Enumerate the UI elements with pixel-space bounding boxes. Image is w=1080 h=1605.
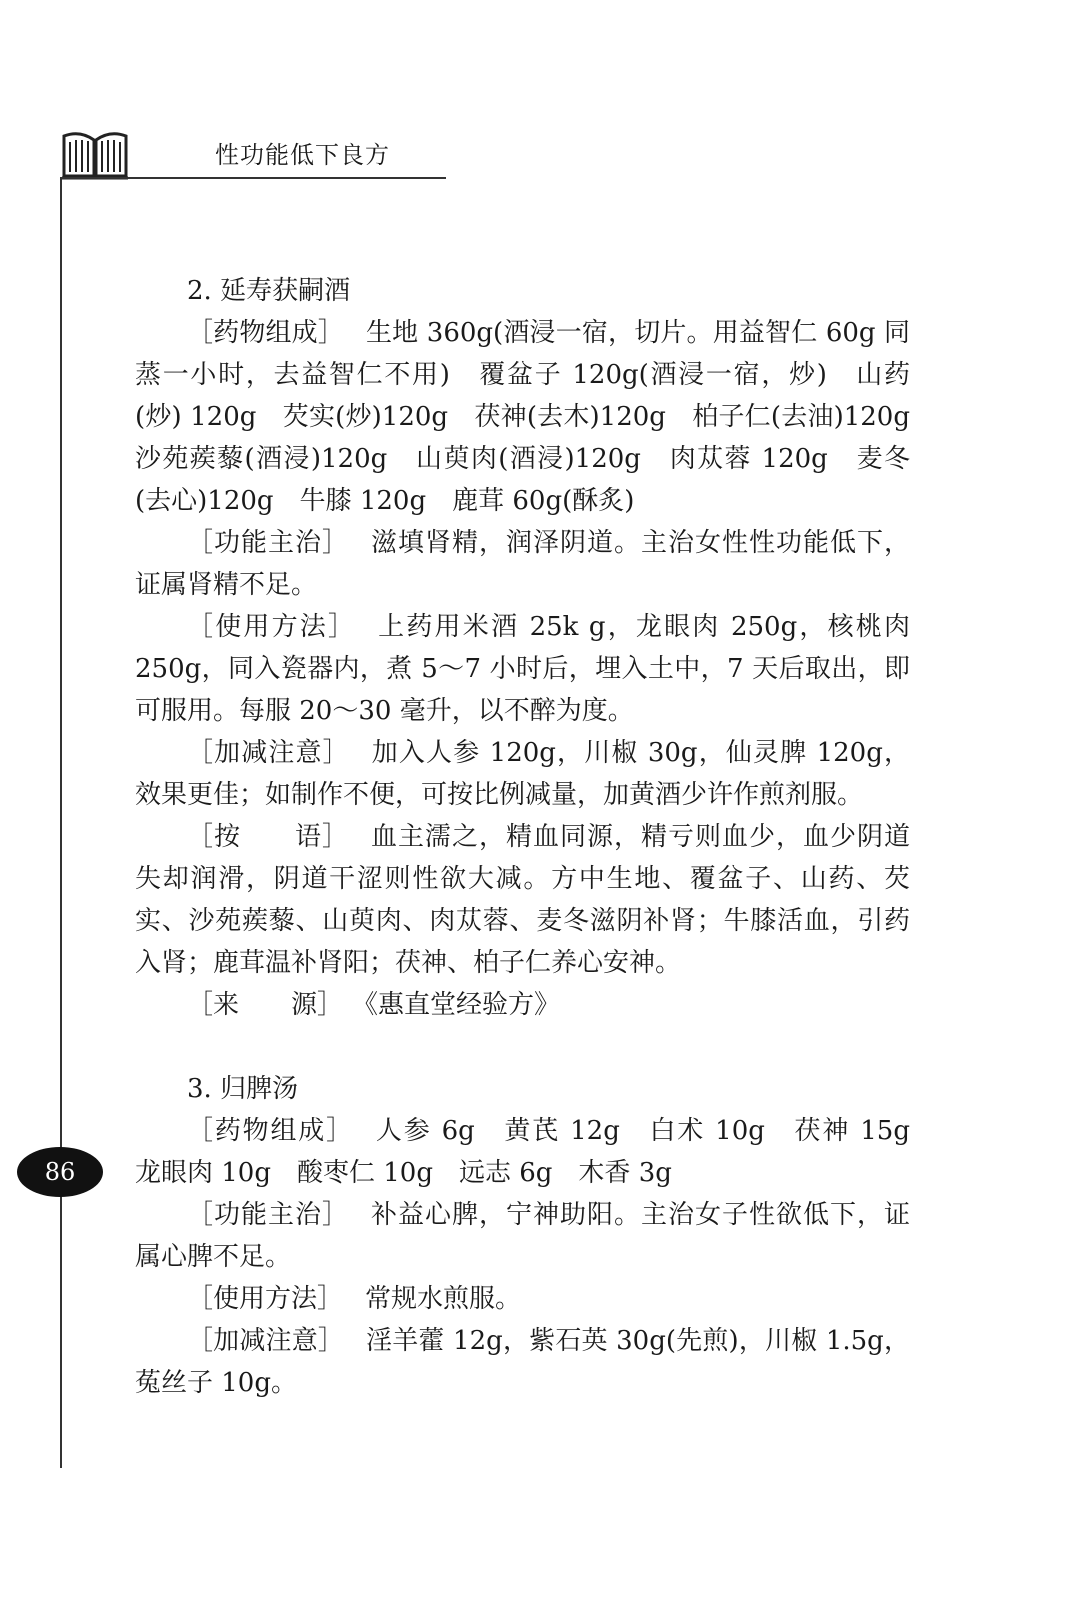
recipe-title: 3. 归脾汤 bbox=[187, 1074, 299, 1104]
recipe-paragraph bbox=[135, 732, 910, 816]
recipe-paragraph bbox=[135, 312, 937, 522]
recipe-paragraph bbox=[135, 1194, 910, 1278]
recipe-title: 2. 延寿获嗣酒 bbox=[187, 276, 351, 306]
paragraph-label: ［加减注意］ bbox=[187, 738, 350, 768]
paragraph-label: ［药物组成］ bbox=[187, 318, 345, 348]
recipe-section bbox=[135, 1068, 936, 1404]
paragraph-text: 常规水煎服。 bbox=[365, 1284, 522, 1314]
paragraph-text: 加入人参 120g，川椒 30g，仙灵脾 120g，效果更佳；如制作不便，可按比例减量，加黄酒少许作煎剂服。 bbox=[135, 738, 910, 810]
paragraph-label: ［药物组成］ bbox=[187, 1116, 354, 1146]
paragraph-text: 上药用米酒 25k g，龙眼肉 250g，核桃肉 250g，同入瓷器内，煮 5～7 小时后，埋入土中，7 天后取出，即可服用。每服 20～30 毫升，以不醉为度。 bbox=[135, 612, 910, 726]
paragraph-text: 《惠直堂经验方》 bbox=[365, 990, 561, 1020]
paragraph-label: ［加减注意］ bbox=[187, 1326, 345, 1356]
paragraph-label: ［按 语］ bbox=[187, 822, 349, 852]
paragraph-label: ［来 源］ bbox=[187, 990, 344, 1020]
recipe-paragraph bbox=[135, 522, 910, 606]
paragraph-label: ［功能主治］ bbox=[187, 1200, 349, 1230]
paragraph-label: ［使用方法］ bbox=[187, 612, 357, 642]
recipe-paragraph bbox=[135, 606, 910, 732]
running-header-title: 性功能低下良方 bbox=[215, 141, 390, 169]
page-number: 86 bbox=[17, 1147, 103, 1197]
recipe-paragraph bbox=[135, 984, 910, 1026]
book-icon bbox=[60, 128, 130, 180]
paragraph-text: 补益心脾，宁神助阳。主治女子性欲低下，证属心脾不足。 bbox=[135, 1200, 910, 1272]
paragraph-text: 淫羊藿 12g，紫石英 30g(先煎)，川椒 1.5g，菟丝子 10g。 bbox=[135, 1326, 910, 1398]
recipe-paragraph bbox=[135, 816, 910, 984]
recipe-paragraph bbox=[135, 1320, 910, 1404]
paragraph-text: 人参 6g 黄芪 12g 白术 10g 茯神 15g 龙眼肉 10g 酸枣仁 10g 远志 6g 木香 3g bbox=[135, 1116, 936, 1188]
paragraph-label: ［功能主治］ bbox=[187, 528, 349, 558]
header-rule bbox=[60, 177, 446, 179]
paragraph-text: 血主濡之，精血同源，精亏则血少，血少阴道失却润滑，阴道干涩则性欲大减。方中生地、覆盆子、山药、芡实、沙苑蒺藜、山萸肉、肉苁蓉、麦冬滋阴补肾；牛膝活血，引药入肾；鹿茸温补肾阳；茯神、柏子仁养心安神。 bbox=[135, 822, 910, 978]
margin-rule bbox=[60, 178, 62, 1468]
body-text bbox=[135, 270, 937, 1404]
paragraph-label: ［使用方法］ bbox=[187, 1284, 344, 1314]
recipe-section bbox=[135, 270, 937, 1026]
recipe-paragraph bbox=[135, 1278, 910, 1320]
paragraph-text: 生地 360g(酒浸一宿，切片。用益智仁 60g 同蒸一小时，去益智仁不用) 覆盆子 120g(酒浸一宿，炒) 山药(炒) 120g 芡实(炒)120g 茯神(去木)120g 柏子仁(去油)120g 沙苑蒺藜(酒浸)120g 山萸肉(酒浸)120g 肉苁蓉 120g 麦冬(去心)120g 牛膝 120g 鹿茸 60g(酥炙) bbox=[135, 318, 937, 516]
recipe-paragraph bbox=[135, 1110, 936, 1194]
paragraph-text: 滋填肾精，润泽阴道。主治女性性功能低下，证属肾精不足。 bbox=[135, 528, 910, 600]
